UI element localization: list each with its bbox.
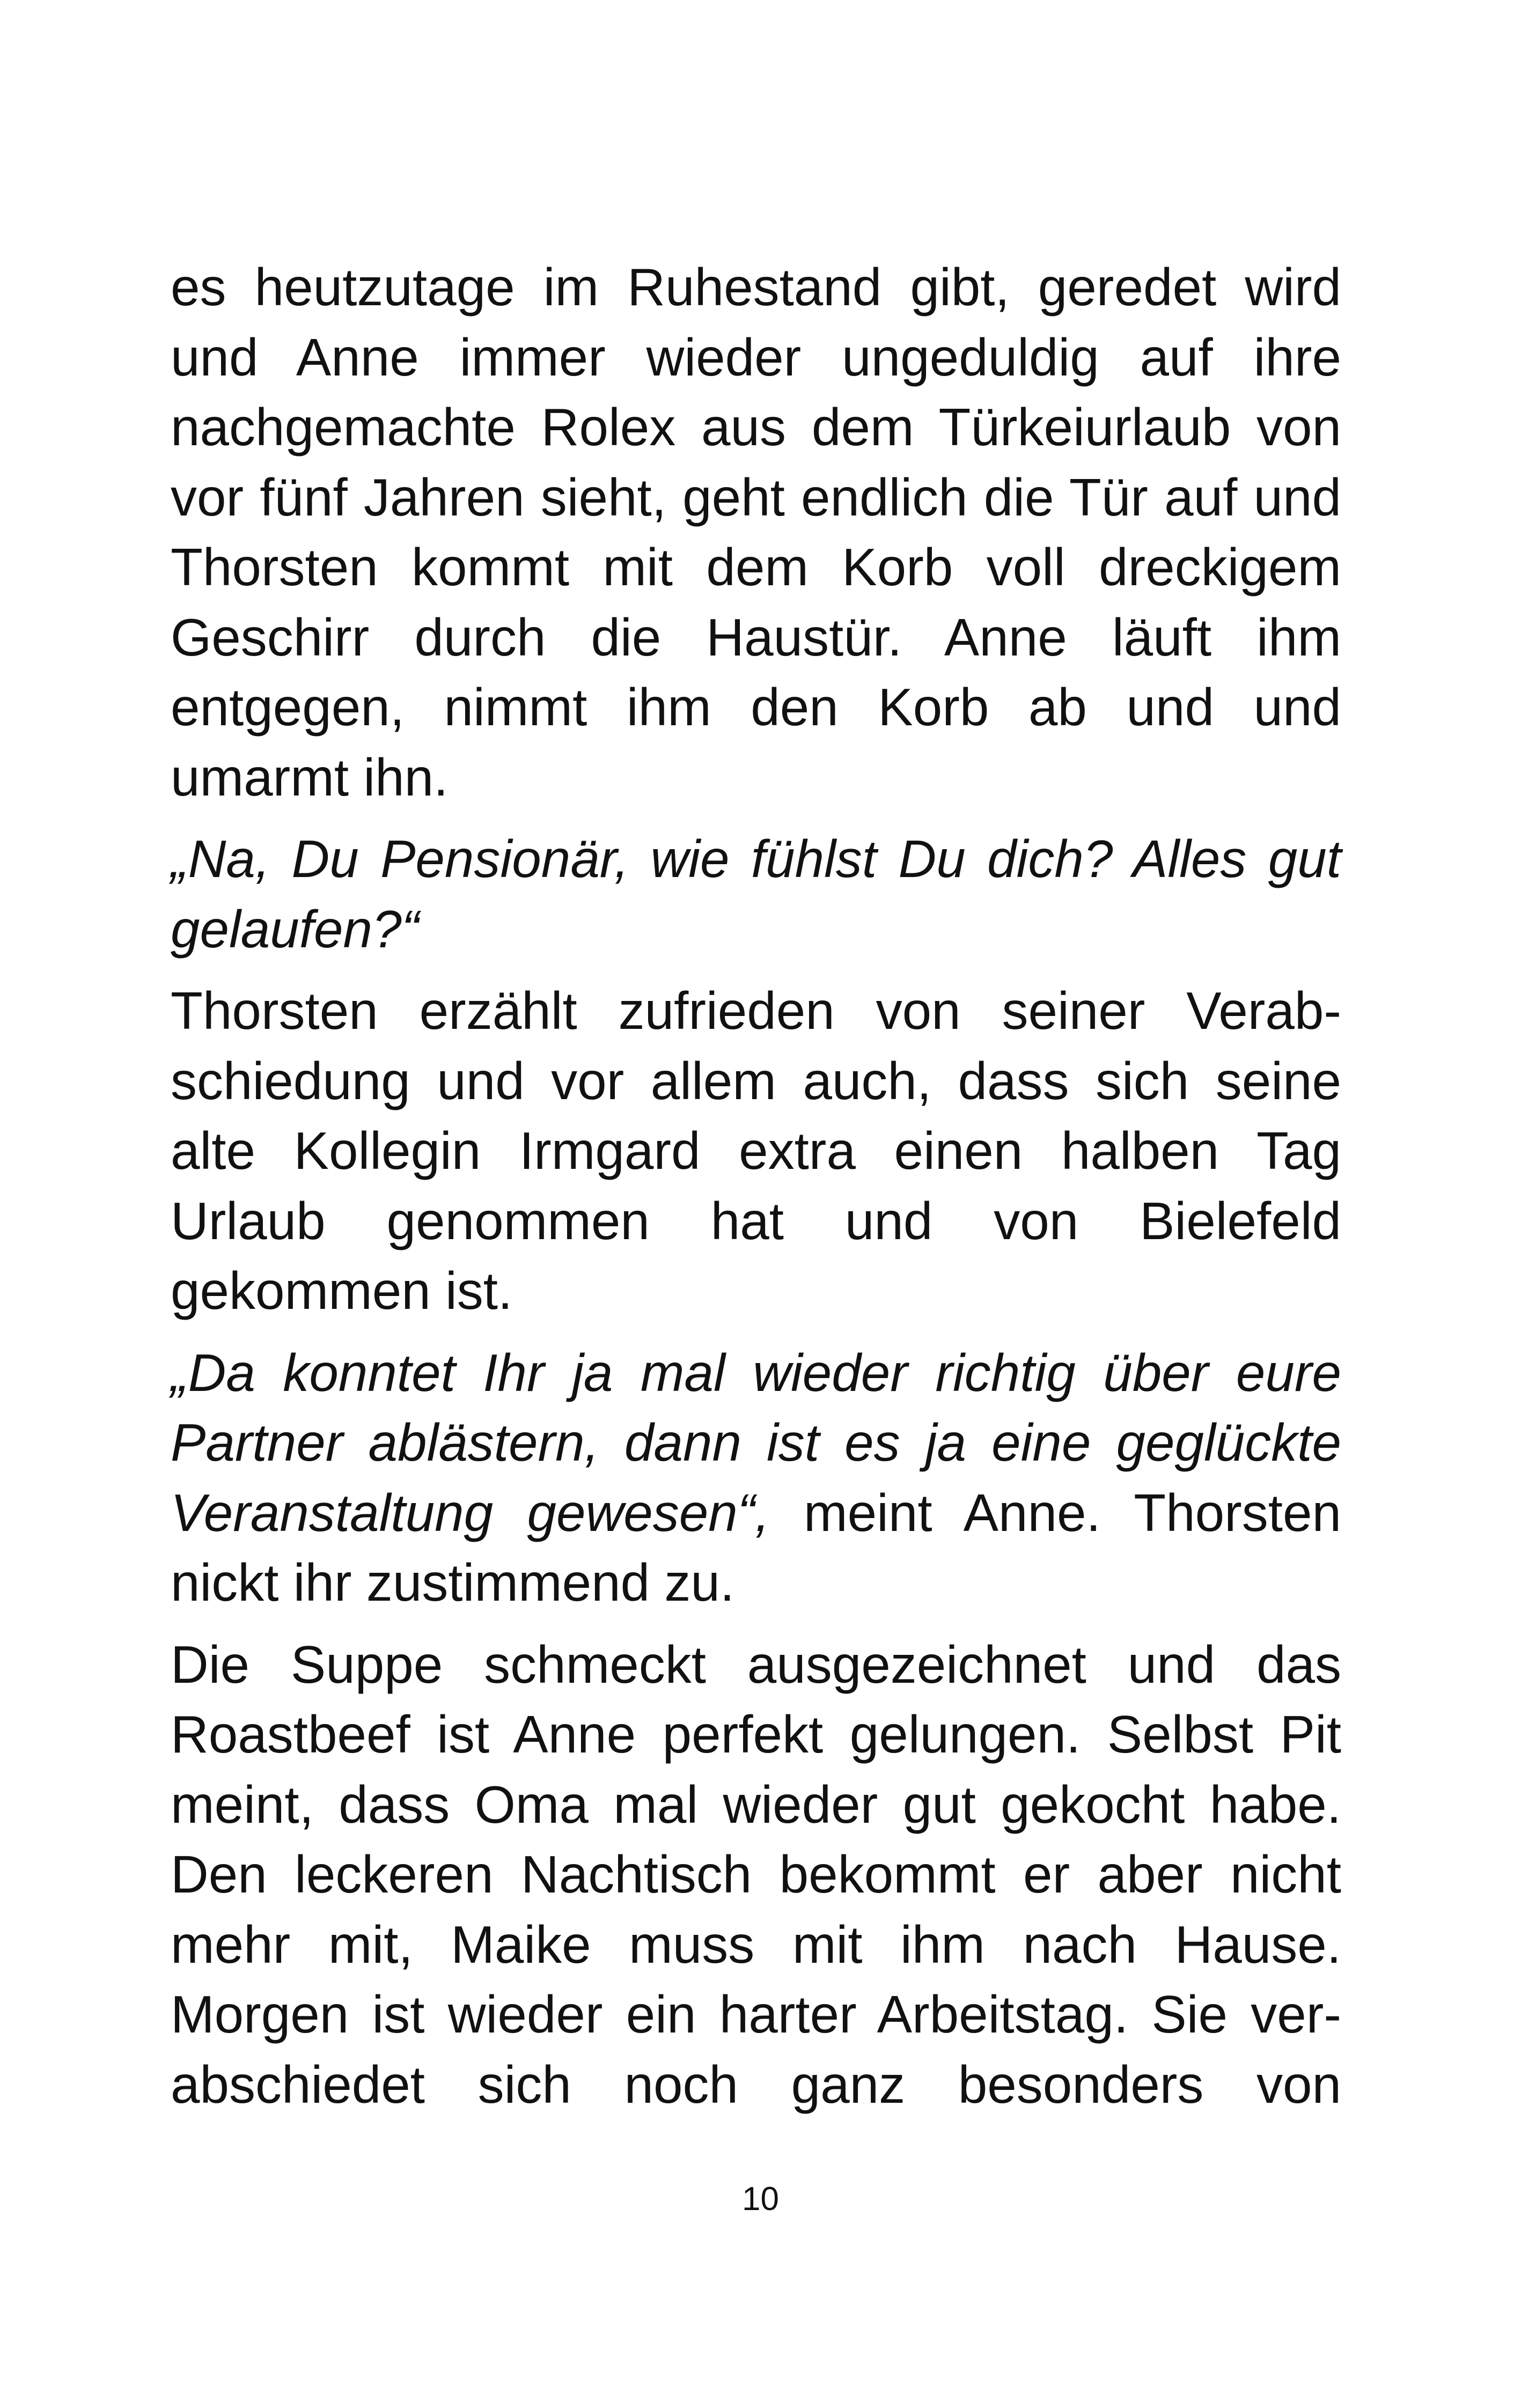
- dialogue-quote: „Da konntet Ihr ja mal wieder richtig über eure Partner ablästern, dann ist es ja eine geglückte Veranstaltung gewesen“,: [171, 1343, 1341, 1542]
- dialogue-attribution: meint Anne. Thorsten nickt ihr zustimmend zu.: [171, 1483, 1341, 1612]
- body-text: [171, 252, 1341, 2131]
- paragraph-dialogue-anne-remark: [171, 1338, 1341, 1618]
- paragraph-narration-dinner: Die Suppe schmeckt ausgezeichnet und das Roastbeef ist Anne perfekt gelungen. Selbst Pit meint, dass Oma mal wieder gut gekocht habe. Den leckeren Nachtisch bekommt er aber nicht mehr mit, Maike muss mit ihm nach Hause. Morgen ist wieder ein harter Arbeitstag. Sie verabschiedet sich noch ganz besonders von: [171, 1634, 1341, 2114]
- page-number: 10: [742, 2181, 779, 2218]
- paragraph-narration-arrival: es heutzutage im Ruhestand gibt, geredet wird und Anne immer wieder ungeduldig auf ihre nachgemachte Rolex aus dem Türkeiurlaub von vor fünf Jahren sieht, geht endlich die Tür auf und Thorsten kommt mit dem Korb voll dreckigem Geschirr durch die Haustür. Anne läuft ihm entgegen, nimmt ihm den Korb ab und und umarmt ihn.: [171, 257, 1341, 807]
- paragraph-narration-farewell: Thorsten erzählt zufrieden von seiner Verabschiedung und vor allem auch, dass sich seine alte Kollegin Irmgard extra einen halben Tag Urlaub genommen hat und von Bielefeld gekommen ist.: [171, 981, 1341, 1320]
- paragraph-dialogue-anne-question: „Na, Du Pensionär, wie fühlst Du dich? Alles gut gelaufen?“: [171, 829, 1341, 959]
